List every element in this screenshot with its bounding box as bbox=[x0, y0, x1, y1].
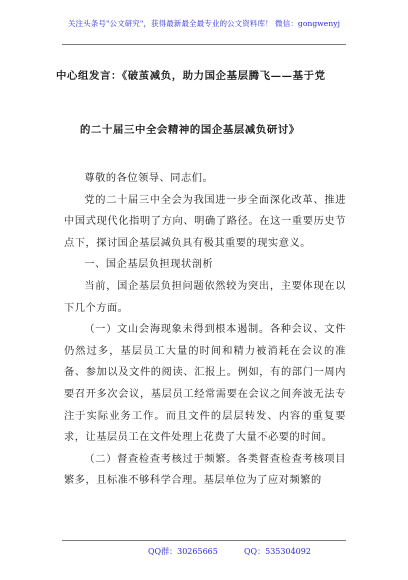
section-heading-1: 一、国企基层负担现状剖析 bbox=[84, 259, 214, 271]
document-body bbox=[64, 168, 346, 492]
paragraph-greeting: 尊敬的各位领导、同志们。 bbox=[84, 173, 214, 184]
qq-contact: QQ：535304092 bbox=[244, 547, 311, 556]
paragraph-point-2: （二）督查检查考核过于频繁。各类督查检查考核项目繁多，且标准不够科学合理。基层单位为了应对频繁的 bbox=[64, 453, 346, 487]
qq-group-contact: QQ群：30265665 bbox=[148, 547, 218, 556]
document-title-line-2: 的二十届三中全会精神的国企基层减负研讨》 bbox=[80, 124, 300, 136]
paragraph-intro: 党的二十届三中全会为我国进一步全面深化改革、推进中国式现代化指明了方向、明确了路径。在这一重要历史节点下，探讨国企基层减负具有极其重要的现实意义。 bbox=[64, 194, 346, 249]
paragraph-point-1: （一）文山会海现象未得到根本遏制。各种会议、文件仍然过多，基层员工大量的时间和精力被消耗在会议的准备、参加以及文件的阅读、汇报上。例如，有的部门一周内要召开多次会议，基层员工经常需要在会议之间奔波无法专注于实际业务工作。而且文件的层层转发、内容的重复要求，让基层员工在文件处理上花费了大量不必要的时间。 bbox=[64, 324, 346, 444]
paragraph-current-status: 当前，国企基层负担问题依然较为突出，主要体现在以下几个方面。 bbox=[64, 280, 346, 314]
document-title-line-1: 中心组发言：《破茧减负，助力国企基层腾飞——基于党 bbox=[56, 70, 326, 82]
header-divider bbox=[62, 44, 346, 45]
footer-divider bbox=[62, 540, 346, 541]
promo-banner: 关注头条号"公文研究"，获得最新最全最专业的公文资料库！ 微信：gongwenyj bbox=[67, 19, 341, 28]
